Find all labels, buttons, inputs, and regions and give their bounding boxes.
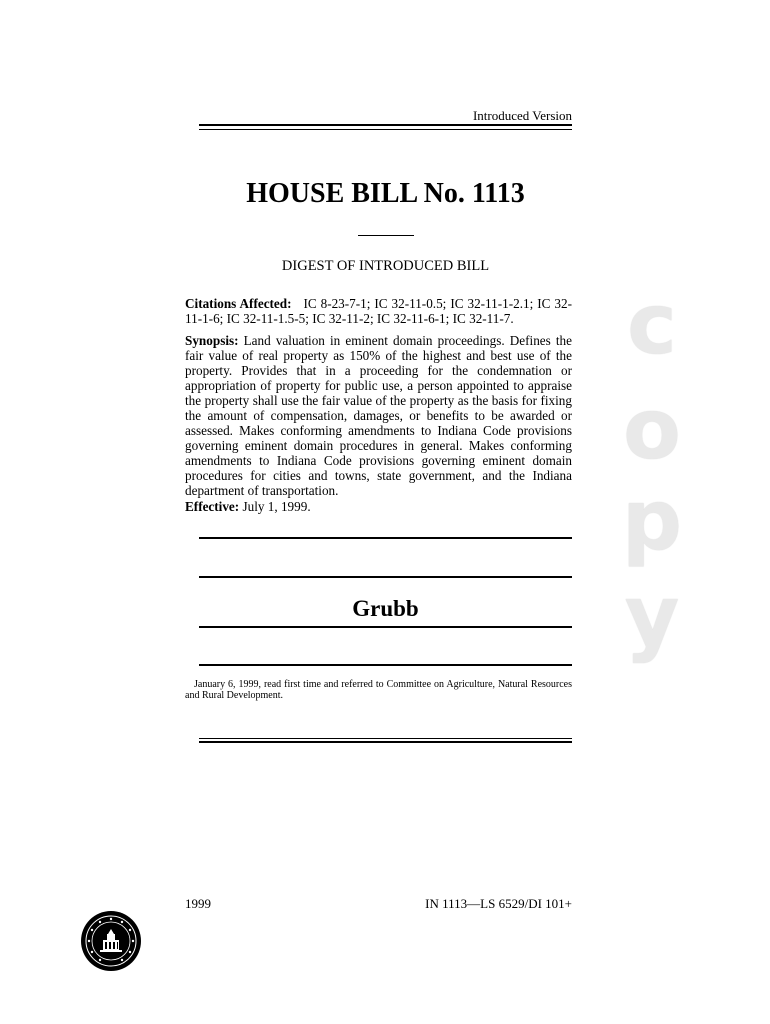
effective-label: Effective: bbox=[185, 499, 240, 514]
section-rule-3 bbox=[199, 626, 572, 628]
synopsis-paragraph bbox=[185, 333, 572, 498]
effective-paragraph bbox=[185, 499, 572, 514]
footer-year: 1999 bbox=[185, 896, 211, 911]
digest-heading: DIGEST OF INTRODUCED BILL bbox=[281, 258, 490, 274]
citations-label: Citations Affected: bbox=[185, 296, 292, 311]
bottom-rule-2 bbox=[199, 741, 572, 743]
sponsor-name: Grubb bbox=[352, 596, 419, 621]
synopsis-text: Land valuation in eminent domain proceedings. Defines the fair value of real property as 150% of the highest and best use of the property. Provides that in a proceeding for the condemnation or appropriation of property for public use, a person appointed to appraise the property shall use the fair value of the property as the basis for fixing the amount of compensation, damages, or benefits to be awarded or assessed. Makes conforming amendments to Indiana Code provisions governing eminent domain procedures in general. Makes conforming amendments to Indiana Code provisions governing eminent domain procedures for cities and towns, state government, and the Indiana department of transportation. bbox=[185, 333, 572, 498]
copy-watermark-o: o bbox=[623, 380, 681, 478]
bottom-rule-1 bbox=[199, 738, 572, 739]
citations-paragraph bbox=[185, 296, 572, 326]
section-rule-4 bbox=[199, 664, 572, 666]
version-label: Introduced Version bbox=[472, 108, 572, 123]
section-rule-2 bbox=[199, 576, 572, 578]
effective-text: July 1, 1999. bbox=[242, 499, 311, 514]
footer-bill-code: IN 1113—LS 6529/DI 101+ bbox=[425, 896, 572, 911]
title-divider bbox=[358, 235, 414, 236]
copy-watermark-y: y bbox=[624, 567, 680, 665]
section-rule-1 bbox=[199, 537, 572, 539]
copy-watermark-c: c bbox=[627, 275, 677, 373]
header-rule-thin bbox=[199, 129, 572, 130]
bill-title: HOUSE BILL No. 1113 bbox=[246, 178, 525, 209]
copy-watermark-p: p bbox=[621, 471, 683, 569]
bill-history: January 6, 1999, read first time and referred to Committee on Agriculture, Natural Resources and Rural Development. bbox=[185, 679, 572, 701]
header-rule-thick bbox=[199, 124, 572, 126]
synopsis-label: Synopsis: bbox=[185, 333, 239, 348]
citations-text: IC 8-23-7-1; IC 32-11-0.5; IC 32-11-1-2.1; IC 32-11-1-6; IC 32-11-1.5-5; IC 32-11-2; IC 32-11-6-1; IC 32-11-7. bbox=[185, 296, 572, 326]
state-seal-icon bbox=[80, 910, 142, 972]
